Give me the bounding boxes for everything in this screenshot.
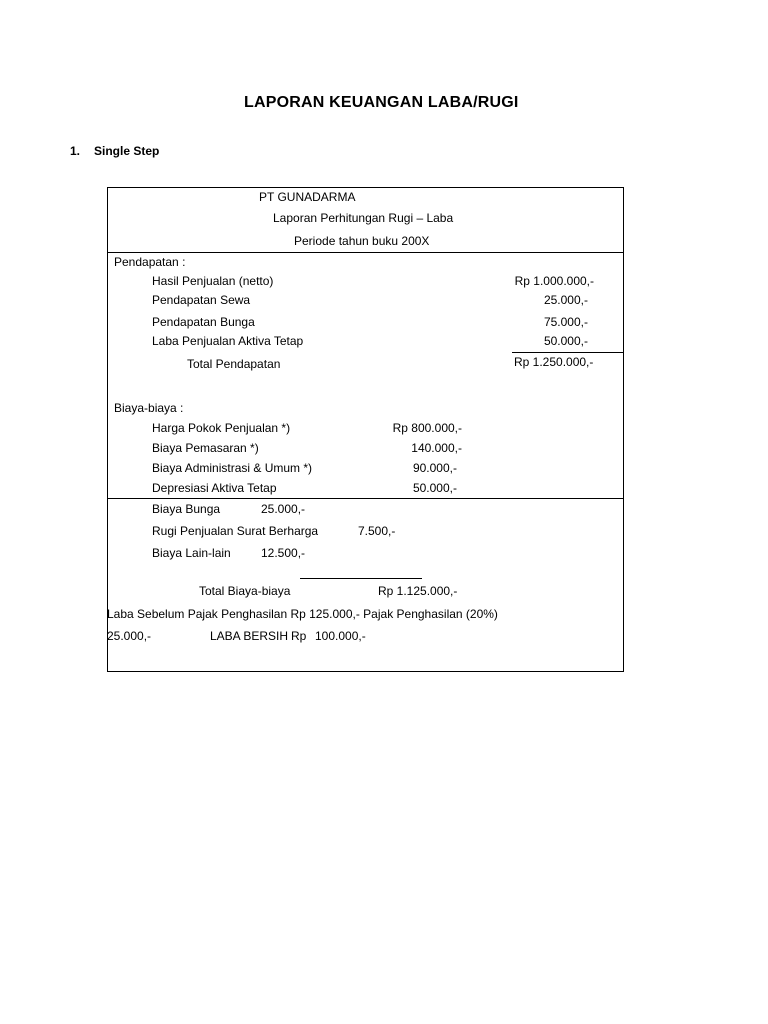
expense-item-label: Biaya Administrasi & Umum *) bbox=[152, 461, 313, 475]
company-name: PT GUNADARMA bbox=[259, 190, 356, 204]
expense-total-value: Rp 1.125.000,- bbox=[378, 584, 458, 598]
revenue-total-label: Total Pendapatan bbox=[187, 357, 281, 371]
revenue-item-label: Pendapatan Sewa bbox=[152, 293, 251, 307]
expense-item-value: 50.000,- bbox=[412, 481, 457, 495]
expense-item-value: 90.000,- bbox=[412, 461, 457, 475]
net-profit-value: 100.000,- bbox=[315, 629, 366, 643]
net-profit-currency: Rp bbox=[291, 629, 307, 643]
page-title: LAPORAN KEUANGAN LABA/RUGI bbox=[244, 94, 519, 111]
expense-item-value: 7.500,- bbox=[358, 524, 396, 538]
expense-item-value: 25.000,- bbox=[261, 502, 306, 516]
revenue-item-label: Laba Penjualan Aktiva Tetap bbox=[152, 334, 304, 348]
revenue-item-value: 50.000,- bbox=[543, 334, 588, 348]
summary-line: Laba Sebelum Pajak Penghasilan Rp 125.000,- Pajak Penghasilan (20%) bbox=[107, 607, 498, 621]
expense-item-label: Harga Pokok Penjualan *) bbox=[152, 421, 291, 435]
header-divider bbox=[107, 252, 624, 253]
expense-item-label: Biaya Lain-lain bbox=[152, 546, 231, 560]
revenue-item-label: Hasil Penjualan (netto) bbox=[152, 274, 274, 288]
revenue-total-rule bbox=[512, 352, 623, 353]
expense-item-value: 12.500,- bbox=[261, 546, 306, 560]
revenue-item-value: 25.000,- bbox=[543, 293, 588, 307]
net-profit-label: LABA BERSIH bbox=[210, 629, 289, 643]
tax-value: 25.000,- bbox=[107, 629, 152, 643]
expense-item-label: Rugi Penjualan Surat Berharga bbox=[152, 524, 319, 538]
expense-item-value: 140.000,- bbox=[411, 441, 462, 455]
revenue-item-label: Pendapatan Bunga bbox=[152, 315, 255, 329]
section-label: Single Step bbox=[94, 144, 160, 158]
report-name: Laporan Perhitungan Rugi – Laba bbox=[273, 211, 454, 225]
revenue-item-value: 75.000,- bbox=[543, 315, 588, 329]
expense-item-value: Rp 800.000,- bbox=[392, 421, 462, 435]
revenue-item-value: Rp 1.000.000,- bbox=[514, 274, 594, 288]
expense-item-label: Biaya Bunga bbox=[152, 502, 221, 516]
revenue-total-value: Rp 1.250.000,- bbox=[514, 355, 594, 369]
page-break-rule bbox=[107, 498, 624, 499]
expense-item-label: Depresiasi Aktiva Tetap bbox=[152, 481, 277, 495]
report-period: Periode tahun buku 200X bbox=[294, 234, 430, 248]
expenses-heading: Biaya-biaya : bbox=[114, 401, 184, 415]
expense-item-label: Biaya Pemasaran *) bbox=[152, 441, 259, 455]
section-number: 1. bbox=[70, 144, 81, 158]
expense-total-label: Total Biaya-biaya bbox=[199, 584, 291, 598]
expense-total-rule bbox=[300, 578, 422, 579]
revenue-heading: Pendapatan : bbox=[114, 255, 186, 269]
